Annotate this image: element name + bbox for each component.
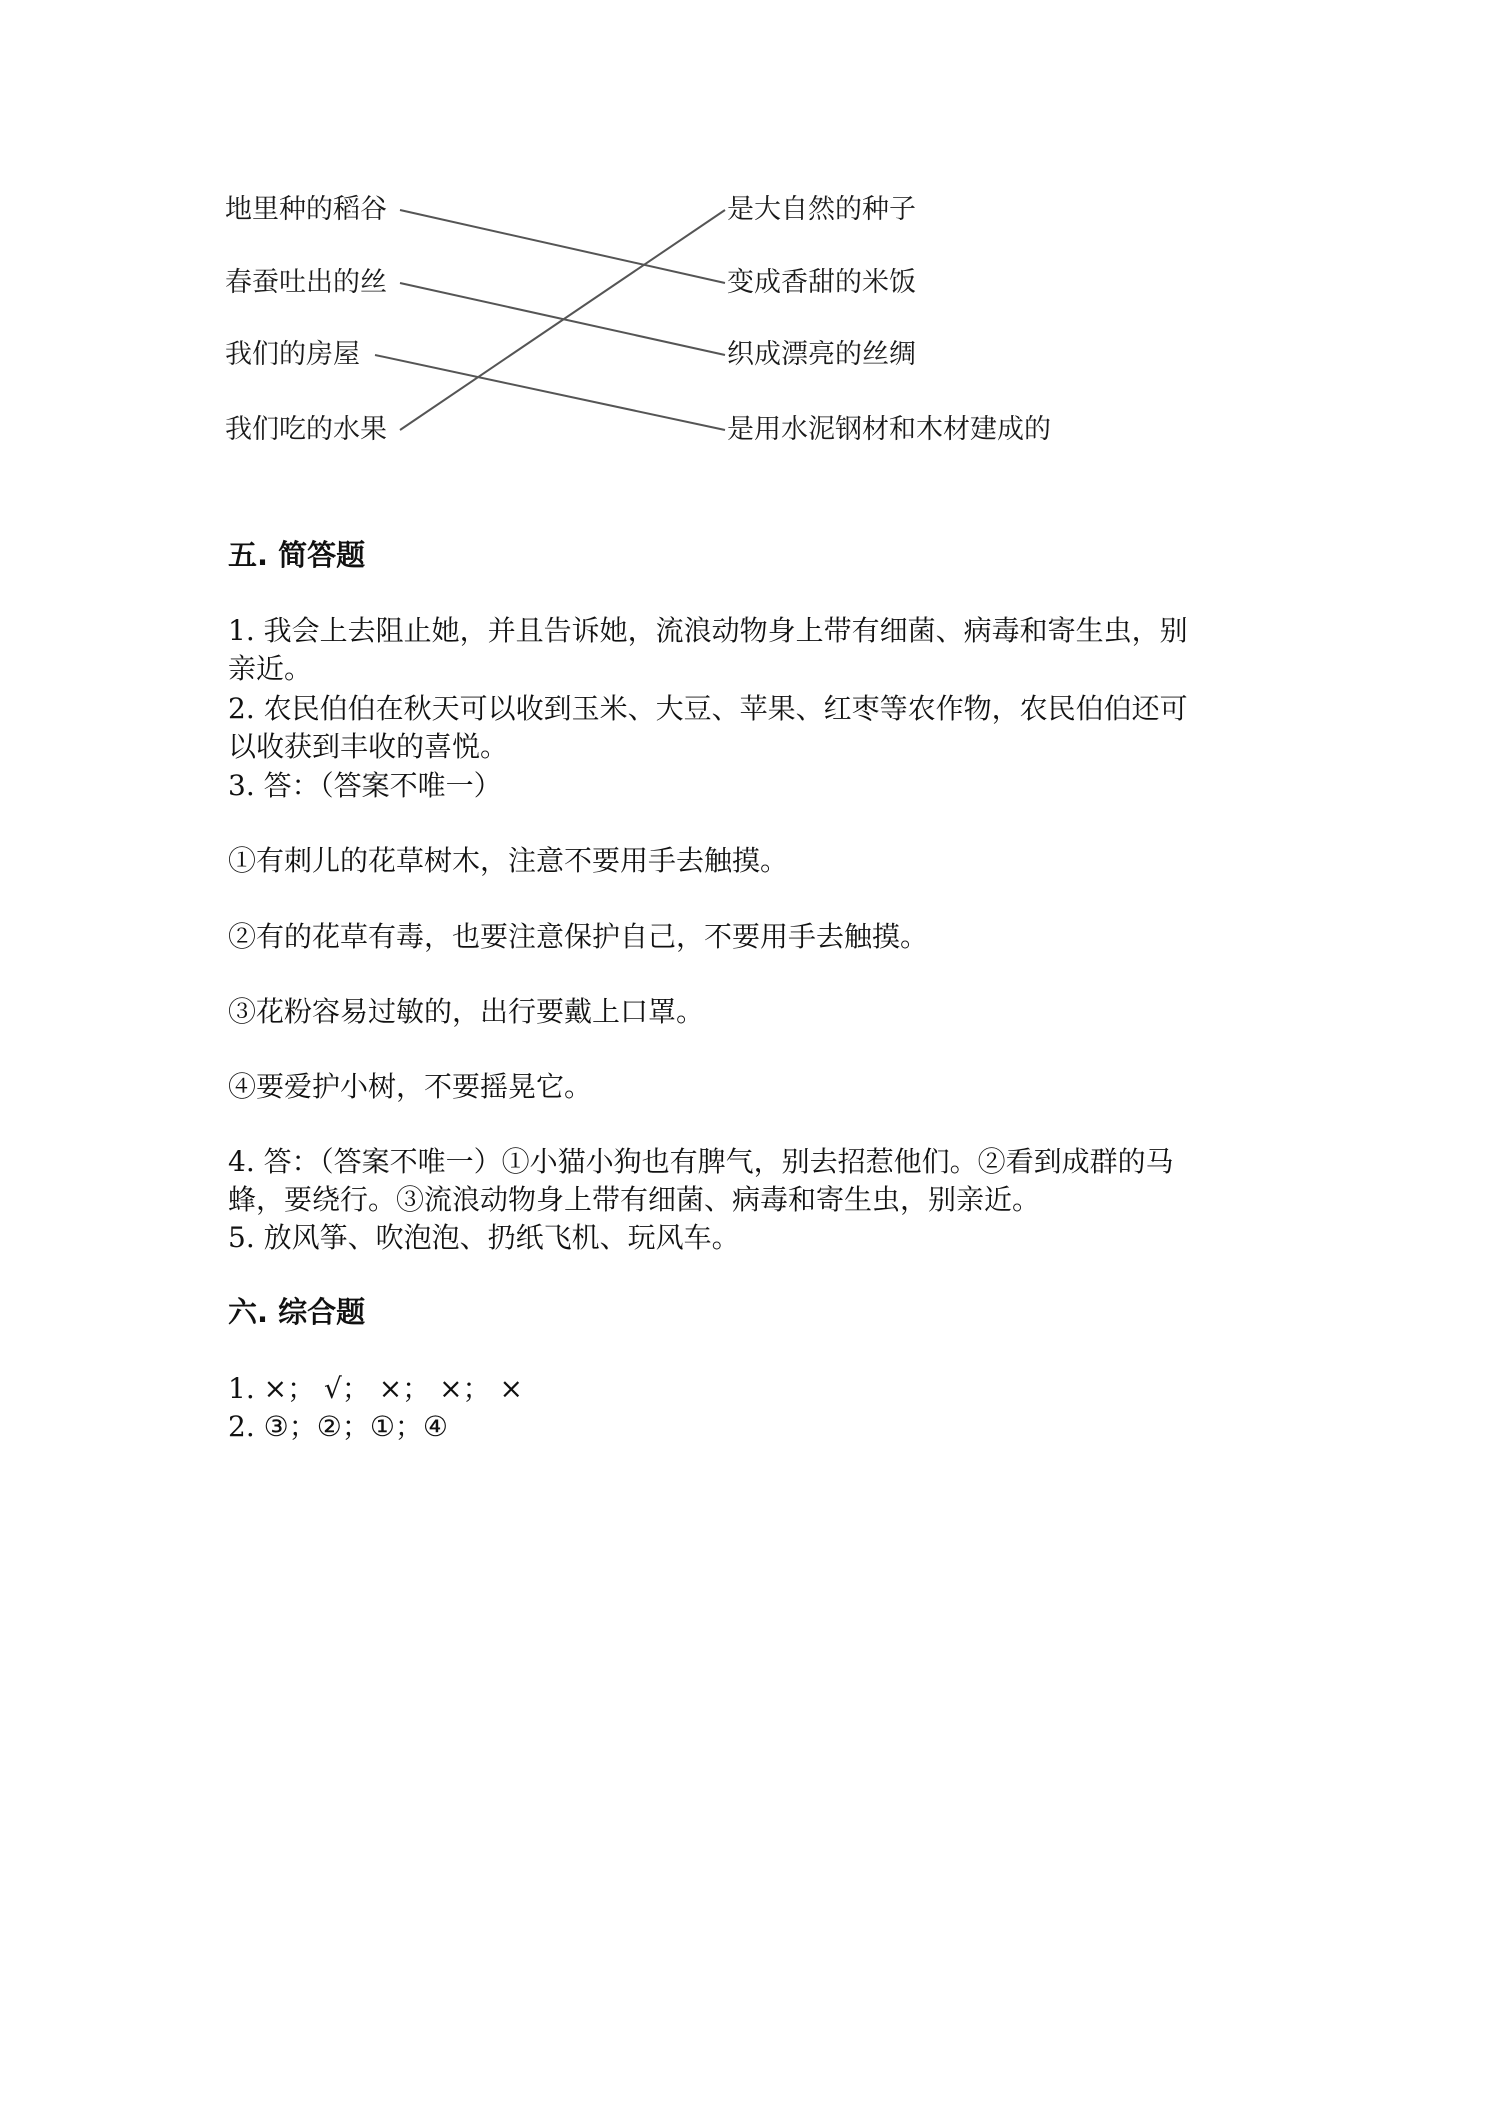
right-item: 变成香甜的米饭: [727, 267, 916, 298]
section-title-comprehensive: 六. 综合题: [228, 1295, 366, 1329]
right-item: 是用水泥钢材和木材建成的: [727, 414, 1051, 445]
answer-line: ①有刺儿的花草树木，注意不要用手去触摸。: [228, 844, 789, 877]
answer-line: 蜂，要绕行。③流浪动物身上带有细菌、病毒和寄生虫，别亲近。: [228, 1183, 1041, 1216]
left-item: 春蚕吐出的丝: [225, 267, 387, 298]
answer-line: ②有的花草有毒，也要注意保护自己，不要用手去触摸。: [228, 920, 929, 953]
answer-line: 4. 答：（答案不唯一）①小猫小狗也有脾气，别去招惹他们。②看到成群的马: [228, 1145, 1174, 1178]
answer-line: 2. 农民伯伯在秋天可以收到玉米、大豆、苹果、红枣等农作物，农民伯伯还可: [228, 692, 1188, 725]
connection-line: [375, 355, 725, 430]
answer-line: ③花粉容易过敏的，出行要戴上口罩。: [228, 995, 705, 1028]
left-item: 我们的房屋: [225, 339, 360, 370]
right-item: 织成漂亮的丝绸: [727, 339, 916, 370]
answer-line: ④要爱护小树，不要摇晃它。: [228, 1070, 593, 1103]
right-item: 是大自然的种子: [727, 194, 916, 225]
connection-line: [400, 210, 725, 283]
left-item: 我们吃的水果: [225, 414, 387, 445]
answer-line: 以收获到丰收的喜悦。: [228, 730, 509, 763]
answer-line: 亲近。: [228, 652, 313, 685]
answer-line: 1. ×； √； ×； ×； ×: [228, 1372, 523, 1405]
matching-diagram: [225, 180, 1125, 460]
answer-line: 1. 我会上去阻止她，并且告诉她，流浪动物身上带有细菌、病毒和寄生虫，别: [228, 614, 1188, 647]
answer-line: 5. 放风筝、吹泡泡、扔纸飞机、玩风车。: [228, 1221, 740, 1254]
answer-line: 3. 答：（答案不唯一）: [228, 769, 502, 802]
connection-line: [400, 210, 725, 430]
answer-line: 2. ③；②；①；④: [228, 1410, 449, 1443]
section-title-short-answer: 五. 简答题: [228, 538, 366, 572]
left-item: 地里种的稻谷: [225, 194, 387, 225]
